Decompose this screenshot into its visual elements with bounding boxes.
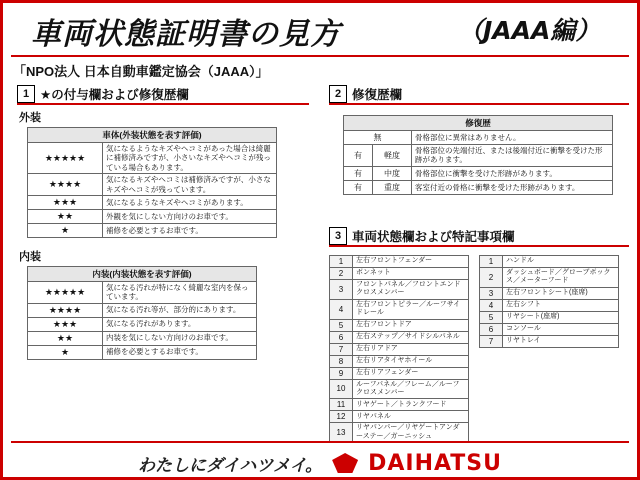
part-name: リヤトレイ — [503, 335, 619, 347]
rating-desc: 補修を必要とするお車です。 — [103, 345, 257, 359]
table-row — [330, 379, 469, 399]
part-name: 左右フロントピラー／ルーフサイドレール — [353, 299, 469, 319]
table-row — [344, 180, 613, 194]
section-2-header — [329, 85, 629, 105]
section-1-header — [17, 85, 309, 105]
table-row — [28, 303, 257, 317]
part-name: ボンネット — [353, 268, 469, 280]
table-row — [330, 268, 469, 280]
part-index: 4 — [330, 299, 353, 319]
table-row — [330, 299, 469, 319]
part-index: 10 — [330, 379, 353, 399]
table-row — [480, 299, 619, 311]
table-row — [330, 331, 469, 343]
part-index: 4 — [480, 299, 503, 311]
table-row — [330, 367, 469, 379]
table-row — [344, 166, 613, 180]
exterior-table — [27, 127, 277, 238]
table-head-row — [28, 266, 257, 281]
repair-desc: 骨格部位に衝撃を受けた形跡があります。 — [412, 166, 613, 180]
part-index: 5 — [330, 319, 353, 331]
table-row — [480, 335, 619, 347]
repair-level: 無 — [344, 131, 412, 145]
part-name: コンソール — [503, 323, 619, 335]
rating-stars: ★ — [28, 223, 103, 237]
table-row — [480, 268, 619, 288]
part-name: ルーフパネル／フレーム／ルーフクロスメンバー — [353, 379, 469, 399]
section-1 — [17, 85, 309, 360]
table-row — [28, 345, 257, 359]
table-row — [330, 319, 469, 331]
section-2 — [329, 85, 629, 195]
part-index: 13 — [330, 423, 353, 443]
exterior-table-header: 車体(外装状態を表す評価) — [28, 128, 277, 143]
repair-flag: 有 — [344, 180, 373, 194]
interior-table — [27, 266, 257, 360]
footer-divider — [11, 441, 629, 443]
part-name: 左右リアタイヤホイール — [353, 355, 469, 367]
section-3-number: 3 — [329, 227, 347, 245]
table-row — [344, 145, 613, 167]
part-name: 左右ステップ／サイドシルパネル — [353, 331, 469, 343]
page-title: 車両状態証明書の見方 — [31, 17, 341, 52]
repair-desc: 骨格部位に異常はありません。 — [412, 131, 613, 145]
section-2-number: 2 — [329, 85, 347, 103]
parts-table-interior — [479, 255, 619, 348]
table-row — [330, 280, 469, 300]
table-row — [28, 143, 277, 174]
table-row — [330, 343, 469, 355]
rating-stars: ★★★★★ — [28, 281, 103, 303]
part-name: リヤパンパー／リヤゲートアンダーステー／ガーニッシュ — [353, 423, 469, 443]
part-index: 3 — [330, 280, 353, 300]
table-row — [330, 355, 469, 367]
table-row — [480, 256, 619, 268]
part-name: 左右リアフェンダー — [353, 367, 469, 379]
rating-desc: 気になるようなキズやヘコミがあります。 — [103, 195, 277, 209]
daihatsu-logo-icon — [332, 453, 358, 473]
rating-stars: ★★ — [28, 209, 103, 223]
parts-lists — [329, 255, 629, 443]
part-name: ダッシュボード／グローブボックス／メーターフード — [503, 268, 619, 288]
header-note: 「NPO法人 日本自動車鑑定協会（JAAA）」 — [13, 64, 269, 79]
repair-flag: 有 — [344, 145, 373, 167]
rating-stars: ★★★★ — [28, 174, 103, 196]
part-index: 7 — [330, 343, 353, 355]
rating-desc: 気になる汚れが特になく綺麗な室内を保っています。 — [103, 281, 257, 303]
table-row — [480, 311, 619, 323]
part-name: 左右リアドア — [353, 343, 469, 355]
table-row — [28, 195, 277, 209]
rating-stars: ★★★★ — [28, 303, 103, 317]
table-row — [330, 411, 469, 423]
document-footer — [3, 449, 637, 477]
rating-desc: 気になるようなキズやヘコミがあった場合は綺麗に補修済みですが、小さいなキズやヘコミが残っている場合もあります。 — [103, 143, 277, 174]
table-row — [28, 174, 277, 196]
table-row — [344, 131, 613, 145]
parts-table-exterior — [329, 255, 469, 443]
part-index: 2 — [330, 268, 353, 280]
part-index: 2 — [480, 268, 503, 288]
part-index: 11 — [330, 399, 353, 411]
footer-slogan: わたしにダイハツメイ。 — [137, 455, 323, 476]
part-index: 12 — [330, 411, 353, 423]
repair-history-table — [343, 115, 613, 195]
interior-label: 内装 — [19, 250, 41, 263]
part-name: フロントパネル／フロントエンドクロスメンバー — [353, 280, 469, 300]
part-index: 1 — [330, 256, 353, 268]
part-name: 左右フロントシート(座席) — [503, 287, 619, 299]
rating-stars: ★★ — [28, 331, 103, 345]
repair-flag: 有 — [344, 166, 373, 180]
part-name: リヤパネル — [353, 411, 469, 423]
interior-table-header: 内装(内装状態を表す評価) — [28, 266, 257, 281]
section-3-header — [329, 227, 629, 247]
rating-desc: 気になる汚れ等が、部分的にあります。 — [103, 303, 257, 317]
page-subtitle: （JAAA編） — [458, 16, 601, 45]
rating-desc: 外観を気にしない方向けのお車です。 — [103, 209, 277, 223]
table-row — [480, 323, 619, 335]
part-name: リヤゲート／トランクフード — [353, 399, 469, 411]
repair-level: 重度 — [373, 180, 412, 194]
table-head-row — [28, 128, 277, 143]
table-row — [330, 423, 469, 443]
part-index: 3 — [480, 287, 503, 299]
section-1-title: ★の付与欄および修復歴欄 — [40, 88, 189, 102]
rating-stars: ★★★ — [28, 317, 103, 331]
header-divider — [11, 55, 629, 57]
section-3 — [329, 227, 629, 443]
part-name: リヤシート(座席) — [503, 311, 619, 323]
table-row — [28, 281, 257, 303]
rating-stars: ★★★ — [28, 195, 103, 209]
repair-level: 中度 — [373, 166, 412, 180]
table-row — [330, 399, 469, 411]
exterior-label: 外装 — [19, 112, 41, 124]
rating-stars: ★ — [28, 345, 103, 359]
part-index: 7 — [480, 335, 503, 347]
part-name: 左右フロントフェンダー — [353, 256, 469, 268]
table-row — [28, 209, 277, 223]
section-1-number: 1 — [17, 85, 35, 103]
footer-brand: DAIHATSU — [368, 450, 503, 476]
part-name: 左右フロントドア — [353, 319, 469, 331]
repair-level: 軽度 — [373, 145, 412, 167]
repair-desc: 客室付近の骨格に衝撃を受けた形跡があります。 — [412, 180, 613, 194]
table-row — [28, 223, 277, 237]
section-3-title: 車両状態欄および特記事項欄 — [352, 230, 515, 244]
rating-stars: ★★★★★ — [28, 143, 103, 174]
table-row — [330, 256, 469, 268]
repair-desc: 骨格部位の先端付近、または後端付近に衝撃を受けた形跡があります。 — [412, 145, 613, 167]
part-index: 8 — [330, 355, 353, 367]
part-name: 左右シフト — [503, 299, 619, 311]
part-index: 5 — [480, 311, 503, 323]
part-name: ハンドル — [503, 256, 619, 268]
part-index: 9 — [330, 367, 353, 379]
table-head-row — [344, 116, 613, 131]
rating-desc: 内装を気にしない方向けのお車です。 — [103, 331, 257, 345]
rating-desc: 補修を必要とするお車です。 — [103, 223, 277, 237]
repair-table-header: 修復歴 — [344, 116, 613, 131]
table-row — [28, 317, 257, 331]
table-row — [480, 287, 619, 299]
part-index: 6 — [330, 331, 353, 343]
rating-desc: 気になるキズやヘコミは補修済みですが、小さなキズやヘコミが残っています。 — [103, 174, 277, 196]
document-header — [3, 3, 637, 79]
rating-desc: 気になる汚れがあります。 — [103, 317, 257, 331]
section-2-title: 修復歴欄 — [352, 88, 403, 102]
table-row — [28, 331, 257, 345]
part-index: 6 — [480, 323, 503, 335]
part-index: 1 — [480, 256, 503, 268]
